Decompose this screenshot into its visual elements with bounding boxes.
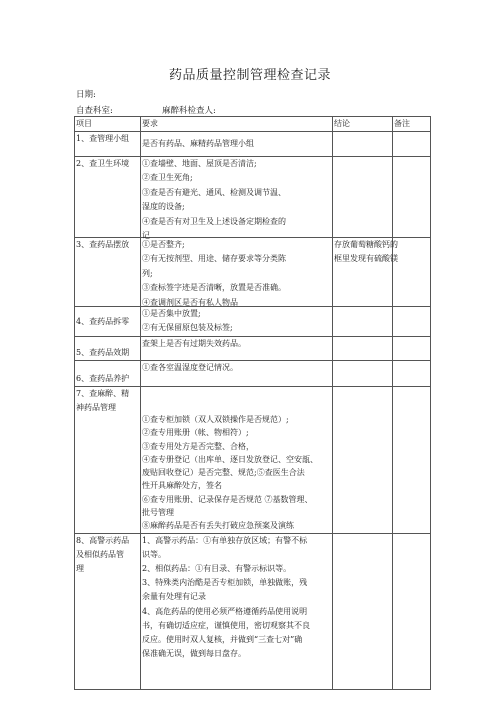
row-conclusion [333,132,393,157]
row-conclusion [333,533,393,689]
row-requirement: ①是否整齐; ②有无按剂型、用途、储存要求等分类陈 列; ③查标签字迹是否清晰，放置是否准确。 ④查调剂区是否有私人物品 [141,238,333,307]
row-requirement: 1、高警示药品：①有单独存放区域；有警不标 识等。 2、相似药品：①有目录、有警示标识等。 3、特殊类内治酷是否专柜加锁，单独做账，残 余量有处理有记录 4、高危药品的使用必须严格遵循药品使用说明 书，有确切适应症，谨慎使用，密切观察其不良 反应。使用时双人复核，并做到“三查七对”确 保准确无误，做到每日盘存。 [141,533,333,689]
document-title: 药品质量控制管理检查记录 [168,68,331,83]
row-conclusion [333,387,393,534]
header-requirement: 要求 [141,117,333,132]
table-row [75,307,431,337]
table-row [75,533,431,689]
row-conclusion [333,157,393,238]
row-requirement: 查架上是否有过期失效药品。 [141,337,333,361]
table-row [75,132,431,157]
row-item-label: 2、查卫生环境 [75,157,141,238]
row-item-label: 3、查药品摆放 [75,238,141,307]
row-item-label: 5、查药品效期 [75,337,141,361]
row-item-label: 4、查药品拆零 [75,307,141,337]
row-conclusion [333,307,393,337]
row-conclusion: 存放葡萄糖酸钙的 框里发现有硫酸镁 [333,238,393,307]
row-item-label: 1、查管理小组 [75,132,141,157]
table-header-row [75,117,431,132]
row-requirement: ①查墙壁、地面、屋顶是否清洁; ②查卫生死角; ③查是否有避光、通风、检测及调节温、 湿度的设备; ④查是否有对卫生及上述设备定期检查的 记 [141,157,333,238]
row-requirement: ①是否集中放置; ②有无保留原包装及标签; [141,307,333,337]
table-row [75,361,431,387]
row-remark [393,132,431,157]
table-row [75,238,431,307]
row-remark [393,533,431,689]
inspection-table [74,116,431,690]
row-requirement: 是否有药品、麻精药品管理小组 [141,132,333,157]
row-requirement: ①查专柜加锁（双人双锁操作是否规范）; ②查专用账册（帐、物相符）; ③查专用处方是否完整、合格， ④查专册登记（出库单、逐日发放登记、空安瓿、 废贴回收登记）是否完整、规范;⑤查医生合法 性开具麻醉处方，签名 ⑥查专用账册、记录保存是否规范 ⑦基数管理、 批号管理 ⑧麻醉药品是否有丢失打破应急预案及演练 [141,387,333,534]
row-item-label: 6、查药品养护 [75,361,141,387]
header-item: 项目 [75,117,141,132]
header-remark: 备注 [393,117,431,132]
row-remark [393,337,431,361]
inspector-label: 麻醉科检查人: [162,106,216,116]
row-remark [393,238,431,307]
row-remark [393,361,431,387]
table-row [75,387,431,534]
header-conclusion: 结论 [333,117,393,132]
row-requirement: ①查各室温湿度登记情况。 [141,361,333,387]
table-row [75,157,431,238]
row-remark [393,387,431,534]
row-item-label: 8、高警示药品 及相似药品管 理 [75,533,141,689]
row-item-label: 7、查麻醉、精 神药品管理 [75,387,141,534]
table-row [75,337,431,361]
row-remark [393,157,431,238]
row-conclusion [333,337,393,361]
row-remark [393,307,431,337]
row-conclusion [333,361,393,387]
dept-label: 自查科室: [76,106,113,116]
date-label: 日期: [76,90,96,100]
